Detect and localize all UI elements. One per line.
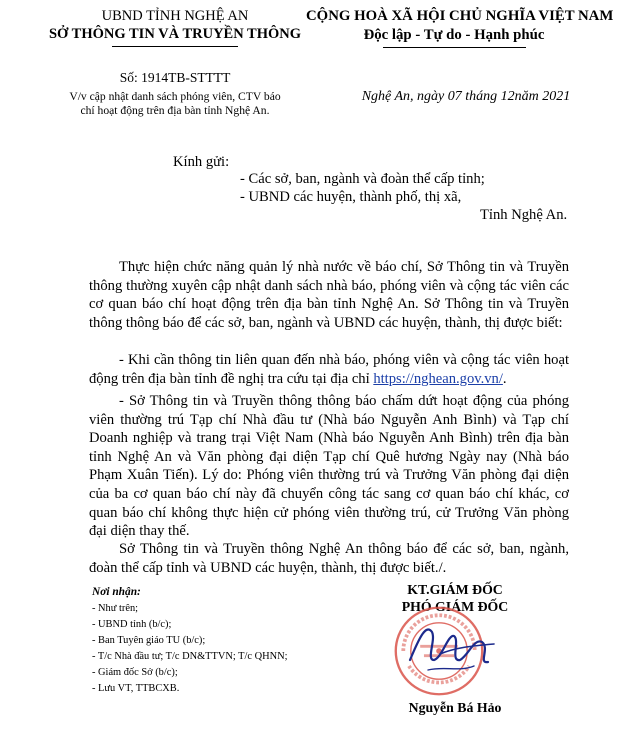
greeting: Kính gửi:: [173, 154, 230, 170]
noi-nhan-item: - T/c Nhà đầu tư; T/c DN&TTVN; T/c QHNN;: [92, 651, 288, 662]
recipient-line-3: Tỉnh Nghệ An.: [480, 207, 568, 223]
place-and-date: Nghệ An, ngày 07 tháng 12năm 2021: [361, 89, 571, 104]
national-title: CỘNG HOÀ XÃ HỘI CHỦ NGHĨA VIỆT NAM: [306, 8, 614, 24]
body-paragraph-4: [89, 540, 569, 577]
signature-title-1: KT.GIÁM ĐỐC: [407, 582, 503, 597]
signature-title-2: PHÓ GIÁM ĐỐC: [401, 599, 509, 614]
noi-nhan-item: - Giám đốc Sở (b/c);: [92, 667, 178, 678]
signer-name: Nguyễn Bá Hảo: [408, 700, 502, 715]
recipient-line-2: - UBND các huyện, thành phố, thị xã,: [240, 189, 462, 205]
body-paragraph-1: [89, 258, 569, 332]
document-number: Số: 1914TB-STTTT: [119, 70, 231, 85]
body-paragraph-4-text: Sở Thông tin và Truyền thông Nghệ An thông báo để các sở, ban, ngành, đoàn thể cấp tỉnh và UBND các huyện, thành, thị được biết./.: [89, 541, 569, 576]
body-paragraph-2: [89, 351, 569, 388]
recipient-line-1: - Các sở, ban, ngành và đoàn thể cấp tỉnh;: [240, 171, 485, 187]
national-motto: Độc lập - Tự do - Hạnh phúc: [363, 27, 545, 43]
body-paragraph-3-text: - Sở Thông tin và Truyền thông thông báo chấm dứt hoạt động của phóng viên thường trú Tạp chí Nhà đầu tư (Nhà báo Nguyễn Anh Bình) và Tạp chí Doanh nghiệp và trang trại Việt Nam (Nhà báo Nguyễn Anh Bình) trên địa bàn tỉnh Nghệ An và Văn phòng đại diện Tạp chí Quê hương Ngày nay (Nhà báo Phạm Xuân Tiến). Lý do: Phóng viên thường trú và Trưởng Văn phòng đại diện của ba cơ quan báo chí này đã chuyển công tác sang cơ quan báo chí khác, cơ quan báo chí không thực hiện cử phóng viên thường trú, cử Trưởng Văn phòng đại diện thay thế.: [89, 393, 569, 540]
body-paragraph-2-end: .: [502, 370, 507, 387]
agency-parent: UBND TỈNH NGHỆ AN: [101, 8, 249, 24]
subject-line-2: chí hoạt động trên địa bàn tỉnh Nghệ An.: [80, 104, 270, 117]
handwritten-signature: [404, 614, 500, 680]
noi-nhan-title: Nơi nhận:: [92, 586, 141, 598]
noi-nhan-item: - Ban Tuyên giáo TU (b/c);: [92, 635, 206, 646]
motto-underline: [383, 47, 526, 48]
body-paragraph-3: [89, 392, 569, 541]
body-paragraph-2-text: - Khi cần thông tin liên quan đến nhà báo, phóng viên và cộng tác viên hoạt động trên địa bàn tỉnh đề nghị tra cứu tại địa chỉ: [89, 352, 569, 387]
body-paragraph-1-text: Thực hiện chức năng quản lý nhà nước về báo chí, Sở Thông tin và Truyền thông thường xuyên cập nhật danh sách nhà báo, phóng viên và cộng tác viên các cơ quan báo chí hoạt động trên địa bàn tỉnh Nghệ An. Sở Thông tin và Truyền thông thông báo để các sở, ban, ngành và UBND các huyện, thành, thị được biết:: [89, 259, 569, 331]
noi-nhan-item: - Lưu VT, TTBCXB.: [92, 683, 180, 694]
noi-nhan-item: - Như trên;: [92, 603, 139, 614]
subject-line-1: V/v cập nhật danh sách phóng viên, CTV báo: [69, 90, 281, 103]
agency-name: SỞ THÔNG TIN VÀ TRUYỀN THÔNG: [48, 26, 302, 42]
nghean-gov-link[interactable]: https://nghean.gov.vn/: [373, 370, 503, 387]
agency-underline: [112, 46, 238, 47]
noi-nhan-item: - UBND tỉnh (b/c);: [92, 619, 172, 630]
